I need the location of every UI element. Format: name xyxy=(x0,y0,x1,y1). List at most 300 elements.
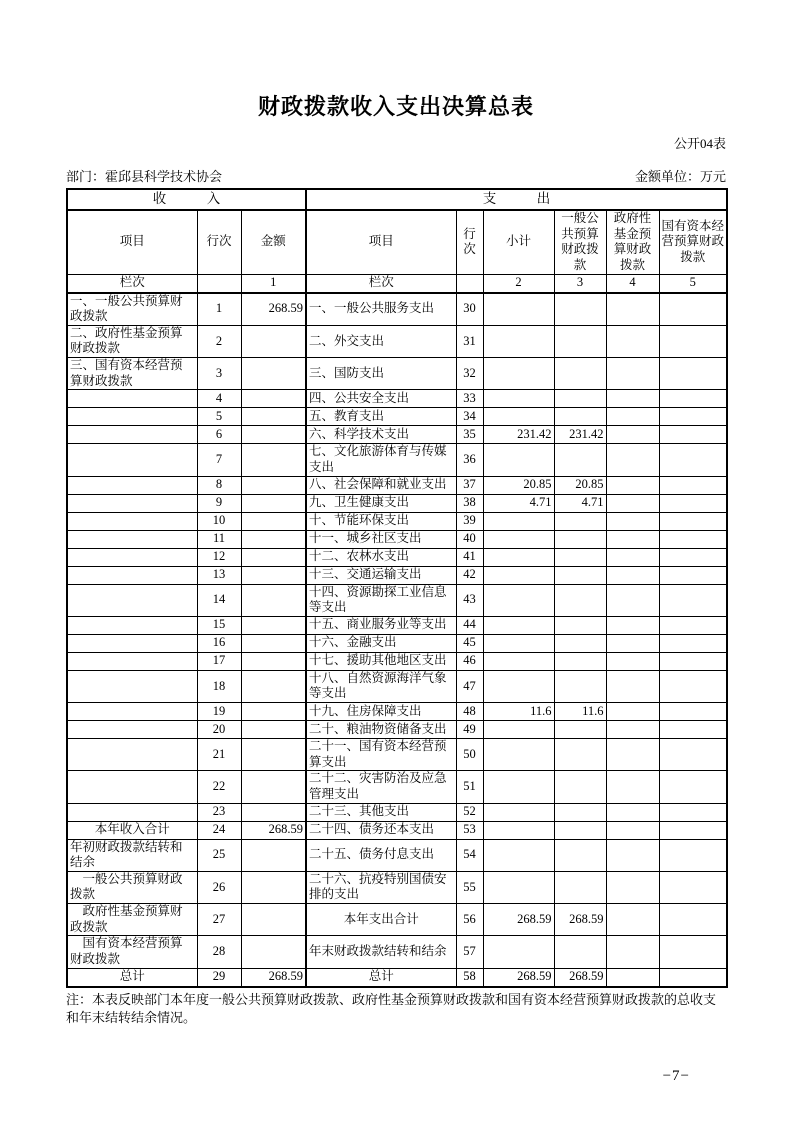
table-row xyxy=(67,358,727,390)
table-row xyxy=(67,390,727,408)
income-amount-cell xyxy=(241,771,306,803)
expense-row-no-cell: 52 xyxy=(456,803,483,821)
gov-fund-cell xyxy=(606,512,659,530)
income-amount-cell xyxy=(241,566,306,584)
income-item-cell xyxy=(67,703,197,721)
fiscal-appropriation-table xyxy=(66,188,728,988)
department-label: 部门：霍邱县科学技术协会 xyxy=(66,169,223,184)
gov-fund-cell xyxy=(606,325,659,357)
expense-item-cell: 十一、城乡社区支出 xyxy=(306,530,456,548)
expense-item-cell: 九、卫生健康支出 xyxy=(306,494,456,512)
income-amount-cell xyxy=(241,871,306,903)
income-row-no-cell: 19 xyxy=(197,703,241,721)
income-amount-cell xyxy=(241,634,306,652)
state-capital-cell xyxy=(659,390,727,408)
table-row xyxy=(67,408,727,426)
income-row-no-cell: 3 xyxy=(197,358,241,390)
expense-row-no-cell: 32 xyxy=(456,358,483,390)
gov-fund-cell xyxy=(606,476,659,494)
gov-fund-cell xyxy=(606,634,659,652)
gov-fund-cell xyxy=(606,904,659,936)
income-item-cell xyxy=(67,616,197,634)
gov-fund-cell xyxy=(606,444,659,476)
income-row-no-cell: 7 xyxy=(197,444,241,476)
gov-fund-cell xyxy=(606,839,659,871)
income-row-no-cell: 16 xyxy=(197,634,241,652)
expense-item-cell: 本年支出合计 xyxy=(306,904,456,936)
gov-fund-cell xyxy=(606,771,659,803)
table-row xyxy=(67,512,727,530)
income-item-cell xyxy=(67,721,197,739)
table-row xyxy=(67,839,727,871)
expense-item-cell: 一、一般公共服务支出 xyxy=(306,293,456,326)
expense-item-cell: 二十二、灾害防治及应急管理支出 xyxy=(306,771,456,803)
income-item-cell xyxy=(67,634,197,652)
expense-item-cell: 十六、金融支出 xyxy=(306,634,456,652)
expense-row-no-cell: 51 xyxy=(456,771,483,803)
table-row xyxy=(67,634,727,652)
subtotal-cell xyxy=(483,652,554,670)
table-meta-row xyxy=(66,166,726,185)
subtotal-cell: 268.59 xyxy=(483,904,554,936)
general-budget-cell xyxy=(554,634,606,652)
income-amount-cell xyxy=(241,670,306,702)
income-item-cell xyxy=(67,803,197,821)
table-row xyxy=(67,530,727,548)
subtotal-cell xyxy=(483,444,554,476)
income-item-cell xyxy=(67,652,197,670)
income-item-cell xyxy=(67,408,197,426)
subtotal-cell: 4.71 xyxy=(483,494,554,512)
subtotal-cell xyxy=(483,616,554,634)
income-item-cell: 三、国有资本经营预算财政拨款 xyxy=(67,358,197,390)
table-row xyxy=(67,821,727,839)
general-budget-cell: 4.71 xyxy=(554,494,606,512)
subtotal-cell xyxy=(483,325,554,357)
table-row xyxy=(67,566,727,584)
income-row-no-cell: 28 xyxy=(197,936,241,968)
income-item-cell xyxy=(67,530,197,548)
income-row-no-cell: 18 xyxy=(197,670,241,702)
subtotal-cell: 268.59 xyxy=(483,968,554,987)
income-item-cell: 年初财政拨款结转和结余 xyxy=(67,839,197,871)
table-row xyxy=(67,494,727,512)
income-row-no-cell: 22 xyxy=(197,771,241,803)
expense-row-no-cell: 54 xyxy=(456,839,483,871)
general-budget-cell xyxy=(554,670,606,702)
income-item-cell: 一、一般公共预算财政拨款 xyxy=(67,293,197,326)
expense-row-no-cell: 56 xyxy=(456,904,483,936)
subtotal-cell xyxy=(483,390,554,408)
subtotal-cell xyxy=(483,670,554,702)
state-capital-cell xyxy=(659,803,727,821)
gov-fund-cell xyxy=(606,566,659,584)
income-item-cell: 一般公共预算财政拨款 xyxy=(67,871,197,903)
gov-fund-cell xyxy=(606,390,659,408)
general-budget-cell xyxy=(554,408,606,426)
state-capital-cell xyxy=(659,616,727,634)
expense-item-cell: 二、外交支出 xyxy=(306,325,456,357)
general-budget-cell xyxy=(554,803,606,821)
general-budget-cell xyxy=(554,530,606,548)
column-header-row xyxy=(67,210,727,274)
state-capital-cell xyxy=(659,652,727,670)
gov-fund-cell xyxy=(606,721,659,739)
income-item-cell xyxy=(67,771,197,803)
table-row xyxy=(67,803,727,821)
expense-row-no-cell: 30 xyxy=(456,293,483,326)
income-section-header: 收 入 xyxy=(67,189,306,210)
column-index-row xyxy=(67,274,727,293)
general-budget-cell xyxy=(554,871,606,903)
income-amount-cell xyxy=(241,325,306,357)
table-row xyxy=(67,476,727,494)
general-index: 3 xyxy=(554,274,606,293)
state-capital-cell xyxy=(659,476,727,494)
income-item-cell: 国有资本经营预算财政拨款 xyxy=(67,936,197,968)
expense-item-cell: 七、文化旅游体育与传媒支出 xyxy=(306,444,456,476)
expense-row-no-cell: 49 xyxy=(456,721,483,739)
income-item-cell xyxy=(67,390,197,408)
expense-item-header: 项目 xyxy=(306,210,456,274)
income-row-no-cell: 25 xyxy=(197,839,241,871)
income-item-cell xyxy=(67,494,197,512)
expense-item-cell: 十二、农林水支出 xyxy=(306,548,456,566)
table-row xyxy=(67,968,727,987)
gov-fund-cell xyxy=(606,739,659,771)
income-row-no-cell: 5 xyxy=(197,408,241,426)
table-row xyxy=(67,936,727,968)
expense-item-cell: 二十四、债务还本支出 xyxy=(306,821,456,839)
table-row xyxy=(67,703,727,721)
general-budget-cell: 11.6 xyxy=(554,703,606,721)
subtotal-cell xyxy=(483,548,554,566)
section-header-row xyxy=(67,189,727,210)
state-capital-cell xyxy=(659,444,727,476)
expense-item-cell: 十九、住房保障支出 xyxy=(306,703,456,721)
income-amount-cell: 268.59 xyxy=(241,968,306,987)
state-capital-cell xyxy=(659,771,727,803)
income-amount-cell xyxy=(241,721,306,739)
state-capital-cell xyxy=(659,670,727,702)
general-budget-cell xyxy=(554,721,606,739)
gov-fund-cell xyxy=(606,530,659,548)
income-item-cell: 本年收入合计 xyxy=(67,821,197,839)
state-capital-cell xyxy=(659,936,727,968)
general-budget-cell xyxy=(554,936,606,968)
page-title: 财政拨款收入支出决算总表 xyxy=(257,94,534,119)
expense-row-no-cell: 57 xyxy=(456,936,483,968)
income-item-header: 项目 xyxy=(67,210,197,274)
table-row xyxy=(67,444,727,476)
gov-fund-cell xyxy=(606,703,659,721)
income-amount-cell xyxy=(241,548,306,566)
expense-row-no-cell: 35 xyxy=(456,426,483,444)
state-capital-cell xyxy=(659,548,727,566)
income-amount-cell xyxy=(241,616,306,634)
expense-row-no-cell: 41 xyxy=(456,548,483,566)
page-number: −7− xyxy=(662,1068,690,1085)
general-budget-cell xyxy=(554,444,606,476)
expense-item-cell: 二十五、债务付息支出 xyxy=(306,839,456,871)
income-row-no-cell: 12 xyxy=(197,548,241,566)
income-row-no-cell: 17 xyxy=(197,652,241,670)
income-amount-cell xyxy=(241,652,306,670)
general-public-budget-header: 一般公共预算财政拨款 xyxy=(554,210,606,274)
state-capital-budget-header: 国有资本经营预算财政拨款 xyxy=(659,210,727,274)
state-capital-cell xyxy=(659,408,727,426)
state-capital-cell xyxy=(659,494,727,512)
subtotal-cell xyxy=(483,803,554,821)
gov-fund-cell xyxy=(606,358,659,390)
expense-row-no-cell: 45 xyxy=(456,634,483,652)
expense-item-cell: 五、教育支出 xyxy=(306,408,456,426)
general-budget-cell xyxy=(554,548,606,566)
expense-item-cell: 年末财政拨款结转和结余 xyxy=(306,936,456,968)
income-row-no-cell: 1 xyxy=(197,293,241,326)
state-capital-cell xyxy=(659,293,727,326)
subtotal-cell xyxy=(483,821,554,839)
income-row-no-cell: 6 xyxy=(197,426,241,444)
expense-item-cell: 二十一、国有资本经营预算支出 xyxy=(306,739,456,771)
gov-fund-cell xyxy=(606,548,659,566)
state-capital-cell xyxy=(659,512,727,530)
subtotal-cell xyxy=(483,839,554,871)
subtotal-cell xyxy=(483,512,554,530)
general-budget-cell xyxy=(554,821,606,839)
expense-row-no-cell: 37 xyxy=(456,476,483,494)
income-row-no-cell: 4 xyxy=(197,390,241,408)
subtotal-cell xyxy=(483,530,554,548)
table-row xyxy=(67,739,727,771)
table-row xyxy=(67,871,727,903)
income-row-no-cell: 11 xyxy=(197,530,241,548)
state-capital-cell xyxy=(659,721,727,739)
income-amount-cell xyxy=(241,839,306,871)
gov-fund-cell xyxy=(606,652,659,670)
state-capital-cell xyxy=(659,530,727,548)
subtotal-cell: 231.42 xyxy=(483,426,554,444)
income-amount-cell xyxy=(241,703,306,721)
expense-row-no-header: 行次 xyxy=(456,210,483,274)
expense-row-no-cell: 50 xyxy=(456,739,483,771)
general-budget-cell xyxy=(554,839,606,871)
general-budget-cell xyxy=(554,293,606,326)
expense-item-cell: 十五、商业服务业等支出 xyxy=(306,616,456,634)
state-capital-cell xyxy=(659,634,727,652)
table-row xyxy=(67,293,727,326)
gov-fund-cell xyxy=(606,616,659,634)
expense-item-cell: 十七、援助其他地区支出 xyxy=(306,652,456,670)
income-amount-cell xyxy=(241,476,306,494)
income-amount-cell xyxy=(241,494,306,512)
general-budget-cell xyxy=(554,512,606,530)
expense-row-no-cell: 44 xyxy=(456,616,483,634)
income-row-no-cell: 29 xyxy=(197,968,241,987)
expense-item-cell: 十、节能环保支出 xyxy=(306,512,456,530)
state-capital-cell xyxy=(659,325,727,357)
state-capital-cell xyxy=(659,358,727,390)
expense-item-cell: 二十三、其他支出 xyxy=(306,803,456,821)
subtotal-cell xyxy=(483,634,554,652)
general-budget-cell: 268.59 xyxy=(554,904,606,936)
income-amount-cell xyxy=(241,803,306,821)
income-amount-cell: 268.59 xyxy=(241,293,306,326)
expense-row-no-cell: 38 xyxy=(456,494,483,512)
subtotal-cell xyxy=(483,566,554,584)
subtotal-cell xyxy=(483,584,554,616)
income-amount-cell xyxy=(241,936,306,968)
expense-item-cell: 六、科学技术支出 xyxy=(306,426,456,444)
state-capital-cell xyxy=(659,566,727,584)
income-amount-cell xyxy=(241,530,306,548)
general-budget-cell xyxy=(554,771,606,803)
gov-fund-cell xyxy=(606,821,659,839)
table-row xyxy=(67,670,727,702)
state-capital-cell xyxy=(659,584,727,616)
expense-row-no-cell: 36 xyxy=(456,444,483,476)
income-row-no-cell: 14 xyxy=(197,584,241,616)
state-capital-cell xyxy=(659,426,727,444)
general-budget-cell xyxy=(554,739,606,771)
income-item-cell xyxy=(67,426,197,444)
general-budget-cell xyxy=(554,584,606,616)
expense-row-no-cell: 33 xyxy=(456,390,483,408)
table-row xyxy=(67,652,727,670)
general-budget-cell xyxy=(554,652,606,670)
income-amount-cell xyxy=(241,358,306,390)
income-amount-cell: 268.59 xyxy=(241,821,306,839)
expense-item-cell: 八、社会保障和就业支出 xyxy=(306,476,456,494)
general-budget-cell: 268.59 xyxy=(554,968,606,987)
state-capital-cell xyxy=(659,739,727,771)
subtotal-cell xyxy=(483,871,554,903)
expense-row-no-cell: 53 xyxy=(456,821,483,839)
expense-item-cell: 十四、资源勘探工业信息等支出 xyxy=(306,584,456,616)
income-row-no-cell: 10 xyxy=(197,512,241,530)
income-amount-cell xyxy=(241,512,306,530)
subtotal-cell: 11.6 xyxy=(483,703,554,721)
expense-item-cell: 二十六、抗疫特别国债安排的支出 xyxy=(306,871,456,903)
state-capital-cell xyxy=(659,839,727,871)
expense-item-cell: 四、公共安全支出 xyxy=(306,390,456,408)
state-capital-cell xyxy=(659,821,727,839)
gov-fund-cell xyxy=(606,293,659,326)
gov-fund-cell xyxy=(606,408,659,426)
state-capital-index: 5 xyxy=(659,274,727,293)
table-row xyxy=(67,426,727,444)
expense-row-no-cell: 47 xyxy=(456,670,483,702)
unit-label: 金额单位：万元 xyxy=(634,169,726,184)
income-amount-cell xyxy=(241,444,306,476)
income-row-no-cell: 27 xyxy=(197,904,241,936)
income-item-cell xyxy=(67,548,197,566)
expense-row-no-cell: 43 xyxy=(456,584,483,616)
income-amount-cell xyxy=(241,584,306,616)
income-row-no-cell: 24 xyxy=(197,821,241,839)
subtotal-cell xyxy=(483,721,554,739)
expense-item-cell: 三、国防支出 xyxy=(306,358,456,390)
expense-item-cell: 二十、粮油物资储备支出 xyxy=(306,721,456,739)
gov-fund-cell xyxy=(606,494,659,512)
subtotal-cell xyxy=(483,771,554,803)
general-budget-cell xyxy=(554,616,606,634)
subtotal-cell xyxy=(483,293,554,326)
income-amount-cell xyxy=(241,390,306,408)
income-amount-cell xyxy=(241,408,306,426)
income-row-no-cell: 13 xyxy=(197,566,241,584)
expense-index-label: 栏次 xyxy=(306,274,456,293)
gov-fund-index: 4 xyxy=(606,274,659,293)
income-row-no-index xyxy=(197,274,241,293)
income-item-cell xyxy=(67,739,197,771)
table-row xyxy=(67,325,727,357)
income-item-cell xyxy=(67,444,197,476)
income-row-no-header: 行次 xyxy=(197,210,241,274)
gov-fund-cell xyxy=(606,871,659,903)
income-item-cell xyxy=(67,584,197,616)
income-row-no-cell: 15 xyxy=(197,616,241,634)
form-code-label: 公开04表 xyxy=(673,136,726,151)
state-capital-cell xyxy=(659,871,727,903)
expense-row-no-cell: 58 xyxy=(456,968,483,987)
state-capital-cell xyxy=(659,904,727,936)
subtotal-header: 小计 xyxy=(483,210,554,274)
gov-fund-budget-header: 政府性基金预算财政拨款 xyxy=(606,210,659,274)
income-amount-header: 金额 xyxy=(241,210,306,274)
expense-section-header: 支 出 xyxy=(306,189,727,210)
expense-row-no-cell: 31 xyxy=(456,325,483,357)
subtotal-cell xyxy=(483,408,554,426)
income-row-no-cell: 2 xyxy=(197,325,241,357)
income-item-cell: 总计 xyxy=(67,968,197,987)
general-budget-cell xyxy=(554,566,606,584)
income-amount-cell xyxy=(241,739,306,771)
income-row-no-cell: 26 xyxy=(197,871,241,903)
table-row xyxy=(67,584,727,616)
general-budget-cell xyxy=(554,390,606,408)
income-item-cell xyxy=(67,512,197,530)
table-row xyxy=(67,548,727,566)
expense-item-cell: 十三、交通运输支出 xyxy=(306,566,456,584)
expense-row-no-cell: 34 xyxy=(456,408,483,426)
subtotal-cell xyxy=(483,358,554,390)
subtotal-cell xyxy=(483,739,554,771)
income-item-cell xyxy=(67,476,197,494)
subtotal-cell xyxy=(483,936,554,968)
income-row-no-cell: 9 xyxy=(197,494,241,512)
expense-row-no-cell: 46 xyxy=(456,652,483,670)
income-row-no-cell: 21 xyxy=(197,739,241,771)
expense-row-no-cell: 40 xyxy=(456,530,483,548)
gov-fund-cell xyxy=(606,670,659,702)
expense-item-cell: 十八、自然资源海洋气象等支出 xyxy=(306,670,456,702)
state-capital-cell xyxy=(659,703,727,721)
subtotal-index: 2 xyxy=(483,274,554,293)
gov-fund-cell xyxy=(606,803,659,821)
gov-fund-cell xyxy=(606,968,659,987)
table-row xyxy=(67,771,727,803)
amount-index: 1 xyxy=(241,274,306,293)
gov-fund-cell xyxy=(606,584,659,616)
subtotal-cell: 20.85 xyxy=(483,476,554,494)
general-budget-cell xyxy=(554,325,606,357)
expense-item-cell: 总计 xyxy=(306,968,456,987)
general-budget-cell xyxy=(554,358,606,390)
income-item-cell xyxy=(67,566,197,584)
gov-fund-cell xyxy=(606,426,659,444)
gov-fund-cell xyxy=(606,936,659,968)
